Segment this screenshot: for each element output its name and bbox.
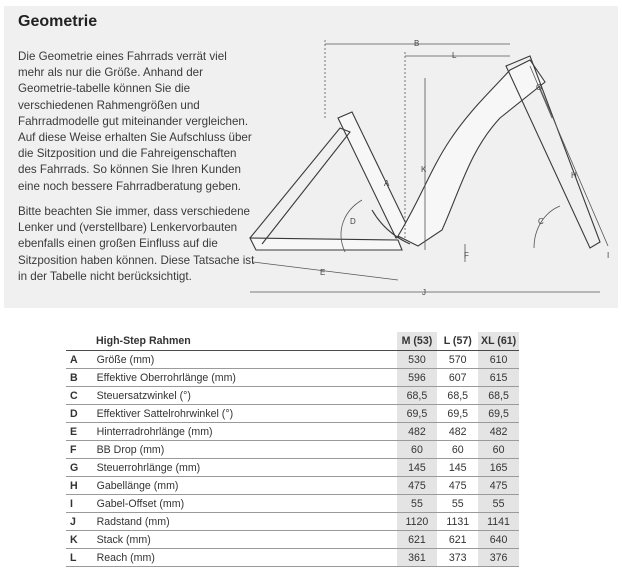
value-m: 55: [397, 495, 438, 513]
intro-paragraph: Die Geometrie eines Fahrrads verrät viel mehr als nur die Größe. Anhand der Geometrie-tabelle können Sie die verschiedenen Rahmengrößen und Fahrradmodelle gut miteinander vergleichen. Auf diese Weise erhalten Sie Aufschluss über die Sitzposition und die Fahreigenschaften des Fahrrads. So können Sie Ihren Kunden eine noch bessere Fahrradberatung geben.: [18, 50, 252, 193]
value-m: 530: [397, 351, 438, 369]
table-row: [66, 441, 519, 459]
value-l: 55: [437, 495, 478, 513]
value-l: 145: [437, 459, 478, 477]
value-xl: 60: [478, 441, 519, 459]
value-l: 482: [437, 423, 478, 441]
row-letter: C: [66, 387, 97, 405]
value-m: 69,5: [397, 405, 438, 423]
value-l: 607: [437, 369, 478, 387]
value-l: 373: [437, 549, 478, 567]
page-title: Geometrie: [18, 13, 98, 30]
value-l: 68,5: [437, 387, 478, 405]
label-j: J: [422, 288, 426, 297]
value-m: 621: [397, 531, 438, 549]
table-row: [66, 459, 519, 477]
row-letter: J: [66, 513, 97, 531]
frame-geometry-diagram: [235, 34, 613, 302]
value-xl: 482: [478, 423, 519, 441]
value-xl: 69,5: [478, 405, 519, 423]
row-label: BB Drop (mm): [97, 441, 397, 459]
value-l: 69,5: [437, 405, 478, 423]
table-row: [66, 387, 519, 405]
table-row: [66, 477, 519, 495]
value-xl: 640: [478, 531, 519, 549]
label-h: H: [571, 171, 577, 180]
value-xl: 68,5: [478, 387, 519, 405]
value-m: 475: [397, 477, 438, 495]
label-k: K: [421, 165, 427, 174]
row-letter: E: [66, 423, 97, 441]
row-letter: G: [66, 459, 97, 477]
row-label: Radstand (mm): [97, 513, 397, 531]
note-paragraph: Bitte beachten Sie immer, dass verschiedene Lenker und (verstellbare) Lenkervorbauten ebenfalls einen großen Einfluss auf die Sitzposition haben können. Diese Tatsache ist in der Tabelle nicht berücksichtigt.: [18, 205, 255, 283]
column-header-l: L (57): [437, 332, 478, 351]
table-row: [66, 513, 519, 531]
value-l: 570: [437, 351, 478, 369]
label-e: E: [320, 268, 326, 277]
label-g: G: [536, 83, 543, 92]
table-row: [66, 369, 519, 387]
value-l: 475: [437, 477, 478, 495]
column-header-m: M (53): [397, 332, 438, 351]
row-label: Effektiver Sattelrohrwinkel (°): [97, 405, 397, 423]
row-label: Effektive Oberrohrlänge (mm): [97, 369, 397, 387]
row-letter: A: [66, 351, 97, 369]
geometry-table: [66, 332, 519, 567]
value-xl: 475: [478, 477, 519, 495]
row-letter: D: [66, 405, 97, 423]
table-row: [66, 531, 519, 549]
row-letter: L: [66, 549, 97, 567]
row-letter: B: [66, 369, 97, 387]
value-m: 60: [397, 441, 438, 459]
row-letter: I: [66, 495, 97, 513]
label-d: D: [350, 217, 356, 226]
value-l: 1131: [437, 513, 478, 531]
value-xl: 1141: [478, 513, 519, 531]
row-label: Hinterradrohrlänge (mm): [97, 423, 397, 441]
row-label: Steuerrohrlänge (mm): [97, 459, 397, 477]
row-label: Größe (mm): [97, 351, 397, 369]
table-row: [66, 405, 519, 423]
value-m: 68,5: [397, 387, 438, 405]
table-header-row: [66, 332, 519, 351]
row-label: Stack (mm): [97, 531, 397, 549]
value-l: 60: [437, 441, 478, 459]
value-xl: 610: [478, 351, 519, 369]
table-row: [66, 351, 519, 369]
label-b: B: [414, 39, 420, 48]
row-letter: K: [66, 531, 97, 549]
row-label: Steuersatzwinkel (°): [97, 387, 397, 405]
value-m: 145: [397, 459, 438, 477]
table-row: [66, 495, 519, 513]
column-header-xl: XL (61): [478, 332, 519, 351]
value-m: 361: [397, 549, 438, 567]
label-c: C: [538, 217, 544, 226]
table-row: [66, 423, 519, 441]
label-a: A: [384, 179, 390, 188]
value-m: 482: [397, 423, 438, 441]
row-label: Reach (mm): [97, 549, 397, 567]
row-label: Gabellänge (mm): [97, 477, 397, 495]
value-xl: 615: [478, 369, 519, 387]
label-i: I: [607, 251, 610, 260]
value-xl: 165: [478, 459, 519, 477]
value-l: 621: [437, 531, 478, 549]
row-letter: H: [66, 477, 97, 495]
row-letter: F: [66, 441, 97, 459]
value-m: 1120: [397, 513, 438, 531]
row-label: Gabel-Offset (mm): [97, 495, 397, 513]
value-xl: 376: [478, 549, 519, 567]
value-xl: 55: [478, 495, 519, 513]
table-row: [66, 549, 519, 567]
value-m: 596: [397, 369, 438, 387]
label-l: L: [452, 51, 457, 60]
table-header-label: High-Step Rahmen: [66, 332, 397, 351]
label-f: F: [464, 251, 469, 260]
